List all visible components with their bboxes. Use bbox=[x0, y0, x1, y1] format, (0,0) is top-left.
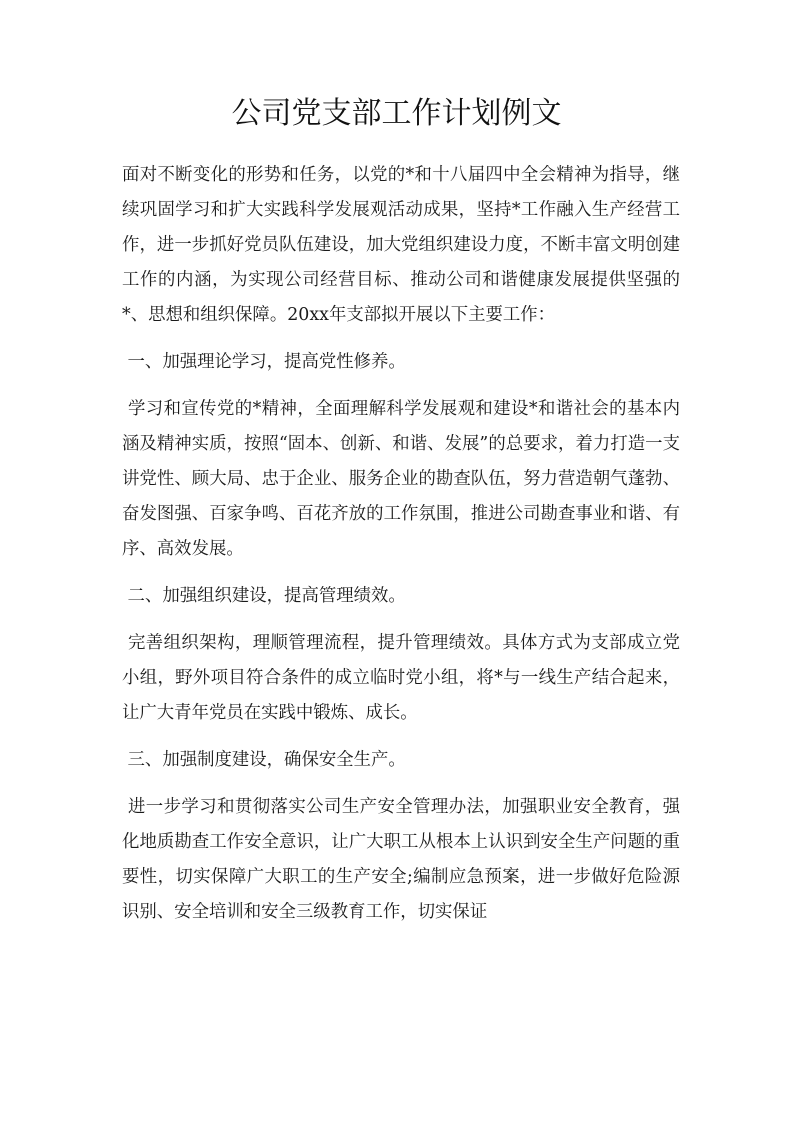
section-heading-1: 一、加强理论学习，提高党性修养。 bbox=[122, 352, 406, 372]
section-paragraph-1: 学习和宣传党的*精神，全面理解科学发展观和建设*和谐社会的基本内涵及精神实质，按照“固本、创新、和谐、发展”的总要求，着力打造一支讲党性、顾大局、忠于企业、服务企业的勘查队伍，努力营造朝气蓬勃、奋发图强、百家争鸣、百花齐放的工作氛围，推进公司勘查事业和谐、有序、高效发展。 bbox=[122, 399, 680, 559]
document-title: 公司党支部工作计划例文 bbox=[231, 96, 562, 131]
section-heading-2: 二、加强组织建设，提高管理绩效。 bbox=[122, 586, 406, 606]
section-paragraph-3: 进一步学习和贯彻落实公司生产安全管理办法，加强职业安全教育，强化地质勘查工作安全意识，让广大职工从根本上认识到安全生产问题的重要性，切实保障广大职工的生产安全;编制应急预案，进一步做好危险源识别、安全培训和安全三级教育工作，切实保证 bbox=[122, 797, 680, 922]
intro-paragraph: 面对不断变化的形势和任务，以党的*和十八届四中全会精神为指导，继续巩固学习和扩大实践科学发展观活动成果，坚持*工作融入生产经营工作，进一步抓好党员队伍建设，加大党组织建设力度，不断丰富文明创建工作的内涵，为实现公司经营目标、推动公司和谐健康发展提供坚强的*、思想和组织保障。20xx年支部拟开展以下主要工作： bbox=[122, 165, 680, 325]
section-paragraph-2: 完善组织架构，理顺管理流程，提升管理绩效。具体方式为支部成立党小组，野外项目符合条件的成立临时党小组，将*与一线生产结合起来，让广大青年党员在实践中锻炼、成长。 bbox=[122, 633, 680, 723]
document-body bbox=[122, 158, 680, 942]
section-heading-3: 三、加强制度建设，确保安全生产。 bbox=[122, 750, 406, 770]
